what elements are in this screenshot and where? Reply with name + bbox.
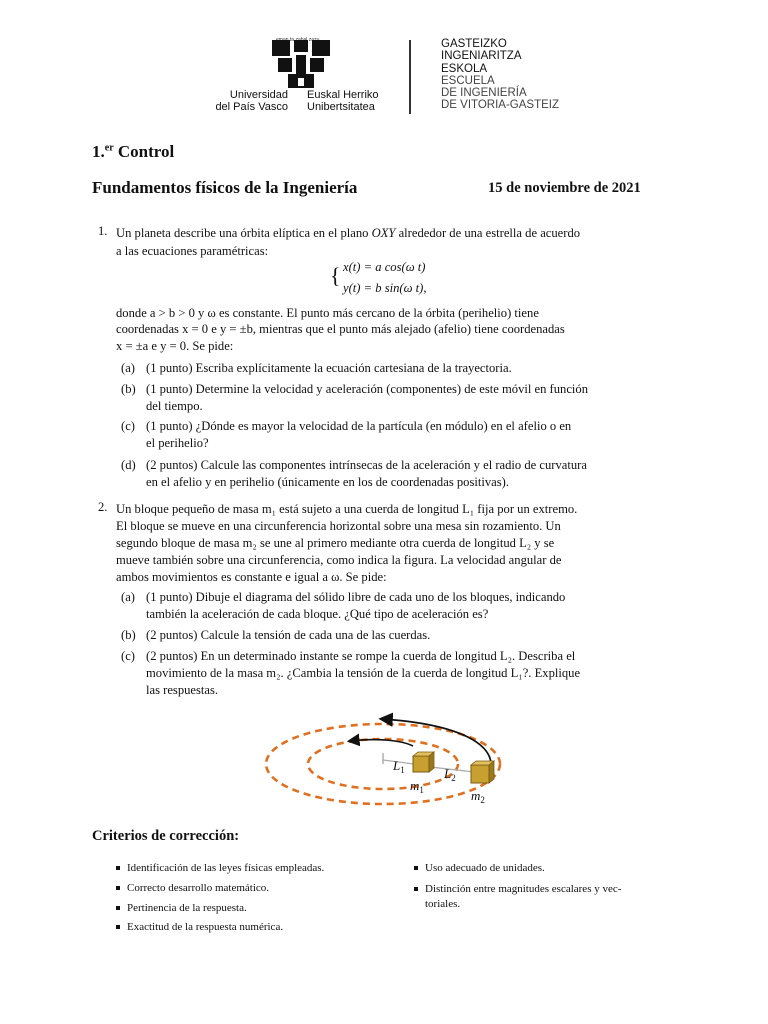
problem-2-number: 2.	[98, 500, 108, 514]
bullet-icon	[414, 887, 418, 891]
bullet-icon	[116, 906, 120, 910]
school-eu-line1: GASTEIZKO	[441, 38, 507, 50]
problem-1-number: 1.	[98, 224, 108, 238]
criteria-item-1: Identificación de las leyes físicas empleadas.	[127, 862, 325, 874]
label-m2: $m_2$	[471, 788, 485, 805]
control-sup: er	[104, 142, 114, 154]
problem-1-intro-a: Un planeta describe una órbita elíptica en el plano	[116, 226, 369, 240]
block-m2	[471, 765, 489, 783]
school-es-line2: DE INGENIERÍA	[441, 87, 527, 100]
problem-2b-label: (b)	[121, 628, 136, 642]
problem-2a-label: (a)	[121, 590, 135, 604]
problem-2c-text-2: movimiento de la masa m₂. ¿Cambia la tensión de la cuerda de longitud L₁?. Explique	[146, 666, 581, 680]
problem-1-intro-line2: a las ecuaciones paramétricas:	[116, 244, 269, 258]
bullet-icon	[116, 886, 120, 890]
problem-1a-text: (1 punto) Escriba explícitamente la ecuación cartesiana de la trayectoria.	[146, 361, 512, 375]
school-name	[441, 38, 559, 112]
problem-1d-text-2: en el afelio y en perihelio (únicamente en los de coordenadas positivas).	[146, 475, 509, 489]
school-es-line1: ESCUELA	[441, 74, 495, 87]
university-logo-icon	[272, 40, 330, 90]
problem-2-line-1: Un bloque pequeño de masa m₁ está sujeto a una cuerda de longitud L₁ fija por un extremo.	[116, 502, 578, 516]
control-title	[92, 142, 174, 162]
problem-1b-label: (b)	[121, 382, 136, 396]
bullet-icon	[116, 866, 120, 870]
university-name-es-line1: Universidad	[229, 89, 288, 101]
problem-2a-text-2: también la aceleración de cada bloque. ¿Qué tipo de aceleración es?	[146, 607, 489, 621]
problem-1c-text-1: (1 punto) ¿Dónde es mayor la velocidad de la partícula (en módulo) en el afelio o en	[146, 419, 572, 433]
header-divider	[409, 40, 411, 114]
control-number: 1.	[92, 142, 105, 161]
problem-2b-text: (2 puntos) Calcule la tensión de cada una de las cuerdas.	[146, 628, 431, 642]
university-name-es	[212, 89, 288, 113]
university-name-eu	[307, 89, 379, 113]
equation-x: x(t) = a cos(ω t)	[343, 260, 426, 274]
bullet-icon	[414, 866, 418, 870]
label-L2: $L_2$	[444, 766, 456, 783]
university-name-eu-line2: Unibertsitatea	[307, 101, 375, 113]
label-m1: $m_1$	[410, 778, 424, 795]
problem-2c-text-1: (2 puntos) En un determinado instante se rompe la cuerda de longitud L₂. Describa el	[146, 649, 576, 663]
problem-1b-text-2: del tiempo.	[146, 399, 203, 413]
problem-2a-text-1: (1 punto) Dibuje el diagrama del sólido libre de cada uno de los bloques, indicando	[146, 590, 566, 604]
bullet-icon	[116, 925, 120, 929]
equation-y: y(t) = b sin(ω t),	[343, 281, 427, 295]
school-es-line3: DE VITORIA-GASTEIZ	[441, 99, 559, 112]
criteria-item-6-line1: Distinción entre magnitudes escalares y vec-	[425, 883, 622, 895]
block-m1	[413, 756, 429, 772]
criteria-item-3: Pertinencia de la respuesta.	[127, 902, 247, 914]
control-word: Control	[117, 142, 175, 161]
problem-2c-text-3: las respuestas.	[146, 683, 219, 697]
problem-2-line-4: mueve también sobre una circunferencia, como indica la figura. La velocidad angular de	[116, 553, 562, 567]
problem-1d-label: (d)	[121, 458, 136, 472]
exam-date: 15 de noviembre de 2021	[488, 180, 641, 196]
problem-1c-text-2: el perihelio?	[146, 436, 209, 450]
circular-motion-figure	[258, 712, 518, 812]
criteria-item-2: Correcto desarrollo matemático.	[127, 882, 270, 894]
problem-1-desc-2: coordenadas x = 0 e y = ±b, mientras que el punto más alejado (afelio) tiene coordenadas	[116, 322, 565, 336]
label-L1: $L_1$	[393, 758, 405, 775]
problem-1-plane: OXY	[371, 226, 396, 240]
problem-1b-text-1: (1 punto) Determine la velocidad y aceleración (componentes) de este móvil en función	[146, 382, 589, 396]
problem-2-line-3: segundo bloque de masa m₂ se une al primero mediante otra cuerda de longitud L₂ y se	[116, 536, 555, 550]
problem-1-desc-3: x = ±a e y = 0. Se pide:	[116, 339, 234, 353]
problem-1a-label: (a)	[121, 361, 135, 375]
equation-brace: {	[330, 263, 341, 288]
problem-1-intro-b: alrededor de una estrella de acuerdo	[398, 226, 581, 240]
university-motto: ta	[289, 37, 295, 43]
criteria-item-5: Uso adecuado de unidades.	[425, 862, 545, 874]
problem-2-line-2: El bloque se mueve en una circunferencia horizontal sobre una mesa sin rozamiento. Un	[116, 519, 561, 533]
problem-2c-label: (c)	[121, 649, 135, 663]
university-name-eu-line1: Euskal Herriko	[307, 89, 379, 101]
problem-2-line-5: ambos movimientos es constante e igual a ω. Se pide:	[116, 570, 387, 584]
problem-1d-text-1: (2 puntos) Calcule las componentes intrínsecas de la aceleración y el radio de curvatura	[146, 458, 587, 472]
school-eu-line2: INGENIARITZA	[441, 50, 522, 63]
university-name-es-line2: del País Vasco	[215, 101, 288, 113]
course-title: Fundamentos físicos de la Ingeniería	[92, 178, 358, 197]
problem-1-desc-1: donde a > b > 0 y ω es constante. El punto más cercano de la órbita (perihelio) tiene	[116, 306, 539, 320]
criteria-title: Criterios de corrección:	[92, 828, 240, 844]
criteria-item-6-line2: toriales.	[425, 898, 461, 910]
criteria-item-4: Exactitud de la respuesta numérica.	[127, 921, 284, 933]
problem-1-intro	[116, 224, 678, 242]
school-eu-line3: ESKOLA	[441, 62, 488, 75]
problem-1c-label: (c)	[121, 419, 135, 433]
